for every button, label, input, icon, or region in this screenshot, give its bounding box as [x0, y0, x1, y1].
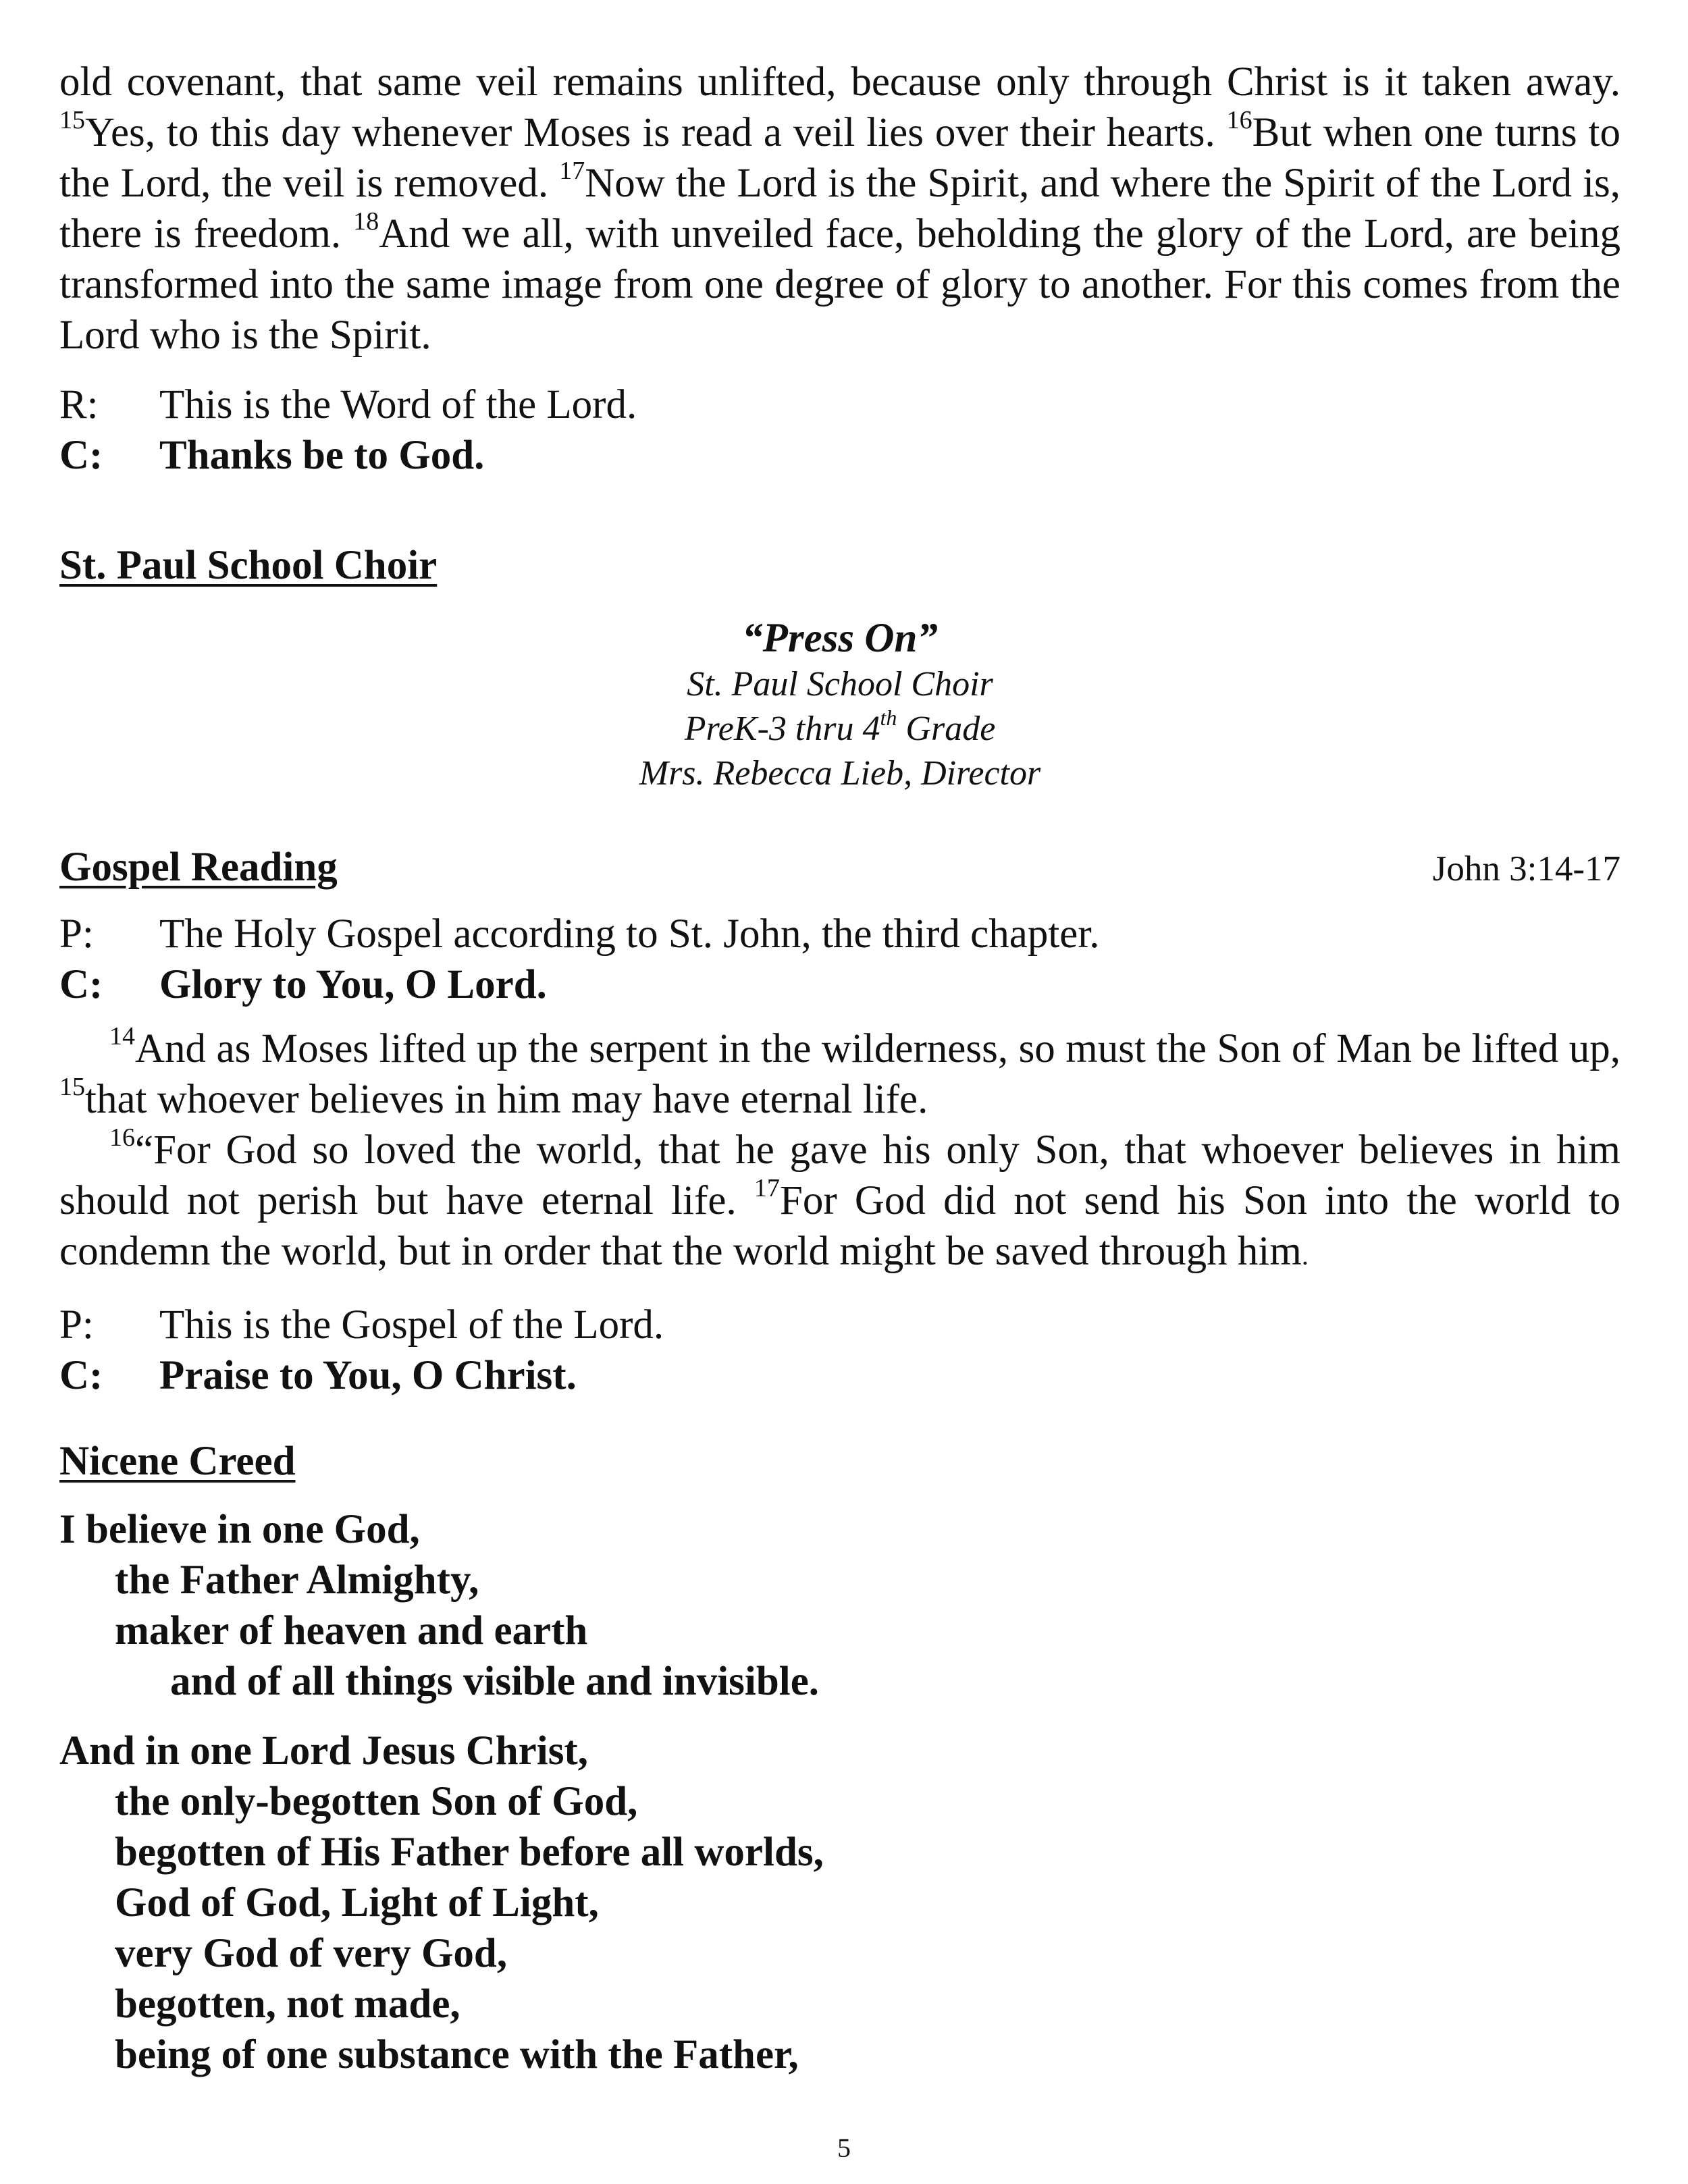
gospel-text: “For God so loved the world, that he gave his only Son, that whoever believes in him should not perish but have eternal life. [59, 1127, 1620, 1223]
gospel-heading-row [59, 842, 1620, 893]
epistle-text: But when one turns to the Lord, the veil is removed. [59, 110, 1620, 206]
reader-response [59, 379, 1620, 430]
creed-line: And in one Lord Jesus Christ, [59, 1728, 588, 1774]
choir-heading: St. Paul School Choir [59, 543, 438, 588]
epistle-paragraph [59, 57, 1620, 361]
gospel-text-end: . [1301, 1240, 1309, 1271]
bulletin-page [59, 57, 1620, 2080]
anthem-grades-text-end: Grade [897, 710, 996, 748]
creed-line: very God of very God, [115, 1931, 508, 1976]
gospel-paragraph [59, 1125, 1620, 1281]
reader-text: This is the Word of the Lord. [159, 382, 637, 427]
verse-number: 16 [109, 1123, 135, 1152]
congregation-label: C: [59, 1353, 103, 1398]
verse-number: 17 [559, 157, 585, 185]
creed-line: begotten, not made, [115, 1981, 460, 2027]
creed-line: and of all things visible and invisible. [170, 1659, 820, 1704]
congregation-response [59, 959, 1620, 1010]
gospel-text: For God did not send his Son into the world to condemn the world, but in order that the world might be saved through him [59, 1178, 1621, 1274]
verse-number: 17 [754, 1174, 780, 1202]
anthem-grades-text: PreK-3 thru 4 [684, 710, 880, 748]
pastor-text: The Holy Gospel according to St. John, the third chapter. [159, 911, 1100, 957]
creed-stanza [59, 1726, 1620, 2080]
gospel-paragraph [59, 1023, 1620, 1125]
congregation-response [59, 430, 1620, 481]
epistle-text: And we all, with unveiled face, beholding the glory of the Lord, are being transformed into the same image from one degree of glory to another. For this comes from the Lord who is the Spirit. [59, 211, 1621, 358]
pastor-announcement [59, 909, 1620, 959]
creed-line: begotten of His Father before all worlds, [115, 1830, 824, 1875]
verse-number: 18 [353, 207, 379, 236]
creed-stanza [59, 1504, 1620, 1707]
creed-line: being of one substance with the Father, [115, 2032, 799, 2077]
congregation-response [59, 1350, 1620, 1401]
epistle-text: Now the Lord is the Spirit, and where the Spirit of the Lord is, there is freedom. [59, 161, 1621, 257]
creed-line: God of God, Light of Light, [115, 1880, 599, 1925]
congregation-label: C: [59, 962, 103, 1007]
gospel-text: that whoever believes in him may have eternal life. [85, 1077, 928, 1122]
congregation-label: C: [59, 433, 103, 478]
epistle-text: Yes, to this day whenever Moses is read a veil lies over their hearts. [85, 110, 1215, 155]
verse-number: 16 [1226, 106, 1252, 134]
anthem-director: Mrs. Rebecca Lieb, Director [639, 754, 1041, 793]
congregation-text: Praise to You, O Christ. [159, 1353, 577, 1398]
gospel-text: And as Moses lifted up the serpent in the wilderness, so must the Son of Man be lifted up, [135, 1026, 1620, 1071]
pastor-label: P: [59, 911, 94, 957]
reader-label: R: [59, 382, 99, 427]
creed-heading: Nicene Creed [59, 1439, 296, 1484]
anthem-title: “Press On” [742, 616, 938, 661]
pastor-closing [59, 1300, 1620, 1350]
anthem-grades [59, 707, 1620, 751]
anthem-block [59, 615, 1620, 796]
page-number: 5 [837, 2133, 851, 2163]
verse-number: 15 [59, 106, 85, 134]
creed-line: maker of heaven and earth [115, 1608, 588, 1653]
pastor-text: This is the Gospel of the Lord. [159, 1302, 664, 1348]
congregation-text: Glory to You, O Lord. [159, 962, 547, 1007]
gospel-heading: Gospel Reading [59, 845, 338, 890]
creed-line: the only-begotten Son of God, [115, 1779, 638, 1824]
verse-number: 15 [59, 1073, 85, 1101]
ordinal-suffix: th [880, 705, 897, 730]
verse-number: 14 [109, 1022, 135, 1050]
pastor-label: P: [59, 1302, 94, 1348]
gospel-reference: John 3:14-17 [1432, 849, 1620, 888]
anthem-performer: St. Paul School Choir [687, 665, 993, 703]
creed-line: the Father Almighty, [115, 1557, 479, 1603]
creed-line: I believe in one God, [59, 1507, 420, 1552]
congregation-text: Thanks be to God. [159, 433, 485, 478]
epistle-text: old covenant, that same veil remains unlifted, because only through Christ is it taken away. [59, 59, 1620, 105]
